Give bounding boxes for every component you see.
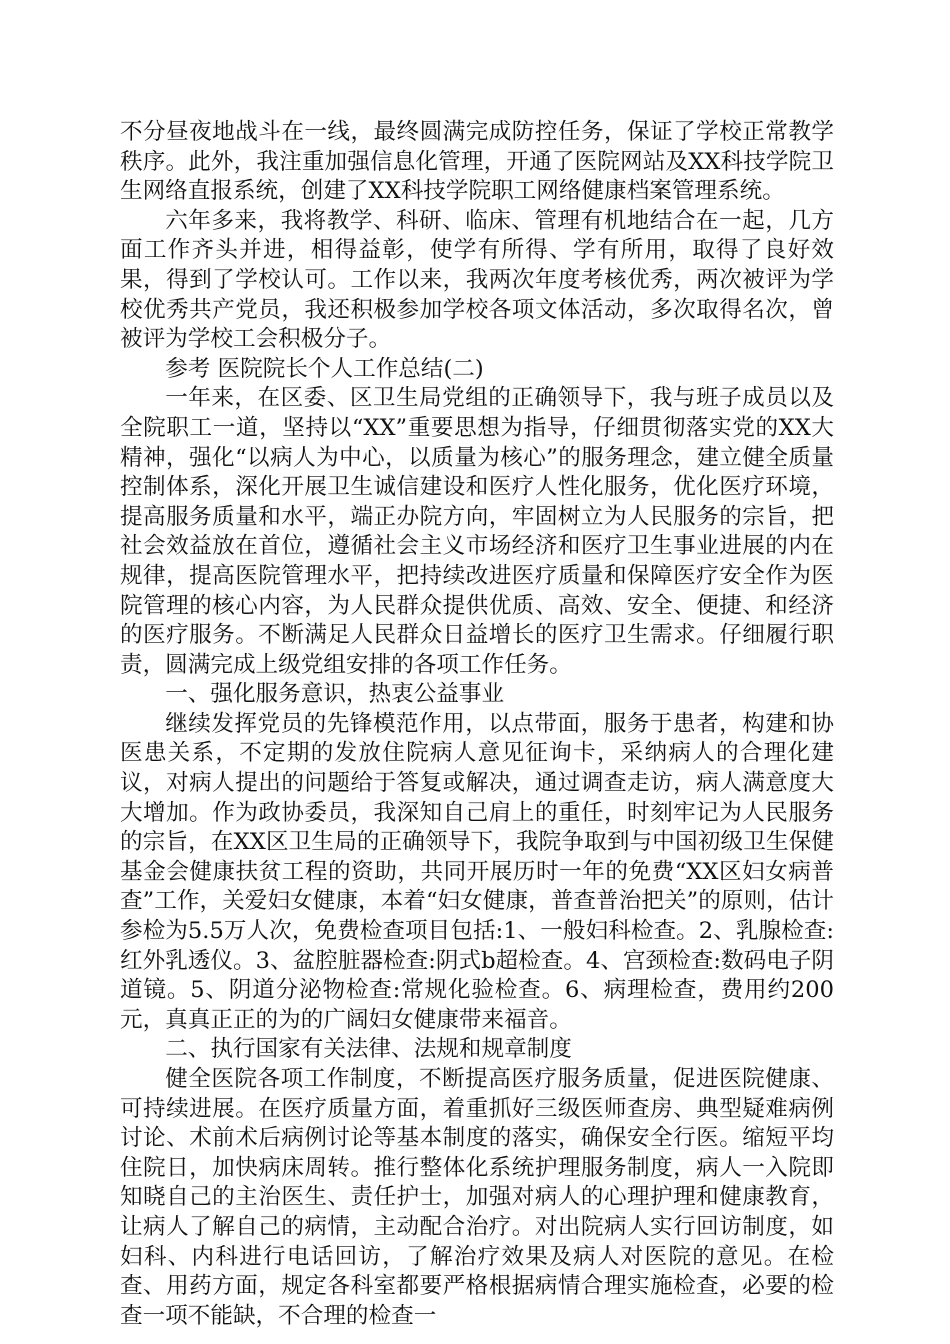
section-heading: 一、强化服务意识，热衷公益事业 <box>165 681 505 708</box>
section-heading: 二、执行国家有关法律、法规和规章制度 <box>165 1036 572 1063</box>
section-title: 参考 医院院长个人工作总结(二) <box>165 355 484 382</box>
paragraph: 不分昼夜地战斗在一线，最终圆满完成防控任务，保证了学校正常教学秩序。此外，我注重加强信息化管理，开通了医院网站及XX科技学院卫生网络直报系统，创建了XX科技学院职工网络健康档案管理系统。 <box>120 119 834 205</box>
document-page <box>120 118 834 1331</box>
paragraph: 继续发挥党员的先锋模范作用，以点带面，服务于患者，构建和协医患关系，不定期的发放住院病人意见征询卡，采纳病人的合理化建议，对病人提出的问题给于答复或解决，通过调查走访，病人满意度大大增加。作为政协委员，我深知自己肩上的重任，时刻牢记为人民服务的宗旨，在XX区卫生局的正确领导下，我院争取到与中国初级卫生保健基金会健康扶贫工程的资助，共同开展历时一年的免费“XX区妇女病普查”工作，关爱妇女健康，本着“妇女健康，普查普治把关”的原则，估计参检为5.5万人次，免费检查项目包括:1、一般妇科检查。2、乳腺检查:红外乳透仪。3、盆腔脏器检查:阴式b超检查。4、宫颈检查:数码电子阴道镜。5、阴道分泌物检查:常规化验检查。6、病理检查，费用约200元，真真正正的为的广阔妇女健康带来福音。 <box>120 710 834 1033</box>
paragraph: 一年来，在区委、区卫生局党组的正确领导下，我与班子成员以及全院职工一道，坚持以“XX”重要思想为指导，仔细贯彻落实党的XX大精神，强化“以病人为中心，以质量为核心”的服务理念，建立健全质量控制体系，深化开展卫生诚信建设和医疗人性化服务，优化医疗环境，提高服务质量和水平，端正办院方向，牢固树立为人民服务的宗旨，把社会效益放在首位，遵循社会主义市场经济和医疗卫生事业进展的内在规律，提高医院管理水平，把持续改进医疗质量和保障医疗安全作为医院管理的核心内容，为人民群众提供优质、高效、安全、便捷、和经济的医疗服务。不断满足人民群众日益增长的医疗卫生需求。仔细履行职责，圆满完成上级党组安排的各项工作任务。 <box>120 385 834 678</box>
paragraph: 六年多来，我将教学、科研、临床、管理有机地结合在一起，几方面工作齐头并进，相得益彰，使学有所得、学有所用，取得了良好效果，得到了学校认可。工作以来，我两次年度考核优秀，两次被评为学校优秀共产党员，我还积极参加学校各项文体活动，多次取得名次，曾被评为学校工会积极分子。 <box>120 207 834 353</box>
paragraph: 健全医院各项工作制度，不断提高医疗服务质量，促进医院健康、可持续进展。在医疗质量方面，着重抓好三级医师查房、典型疑难病例讨论、术前术后病例讨论等基本制度的落实，确保安全行医。缩短平均住院日，加快病床周转。推行整体化系统护理服务制度，病人一入院即知晓自己的主治医生、责任护士，加强对病人的心理护理和健康教育，让病人了解自己的病情，主动配合治疗。对出院病人实行回访制度，如妇科、内科进行电话回访，了解治疗效果及病人对医院的意见。在检查、用药方面，规定各科室都要严格根据病情合理实施检查，必要的检查一项不能缺，不合理的检查一 <box>120 1066 834 1329</box>
